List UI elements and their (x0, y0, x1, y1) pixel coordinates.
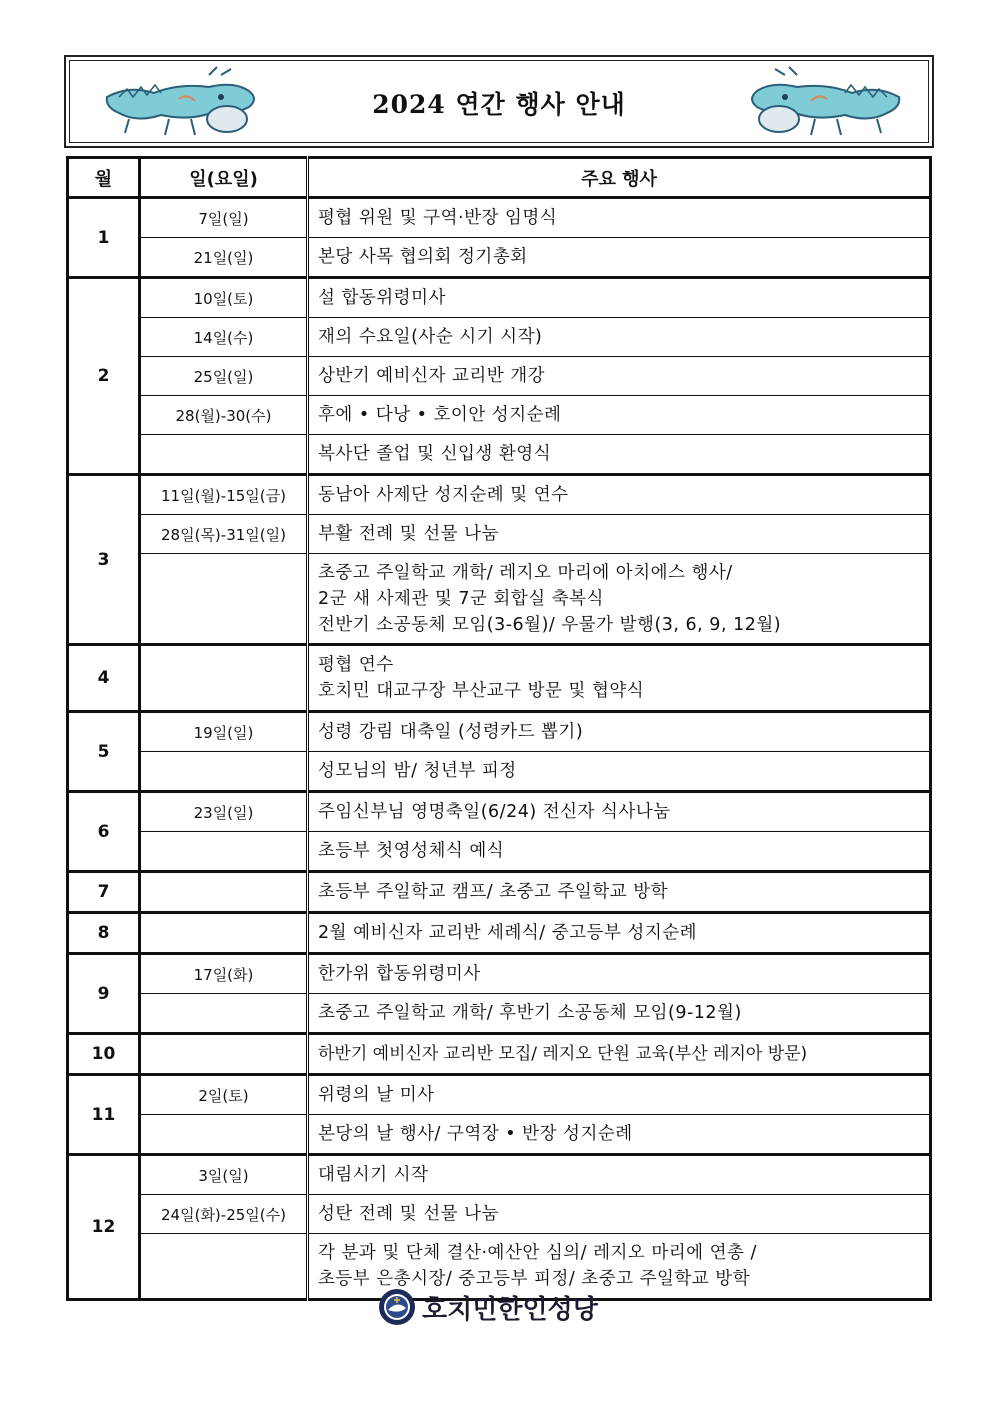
parish-name: 호치민한인성당 (422, 1294, 598, 1325)
month-cell: 12 (68, 1155, 140, 1300)
month-cell: 5 (68, 712, 140, 792)
month-cell: 9 (68, 954, 140, 1034)
event-cell: 성모님의 밤/ 청년부 피정 (308, 752, 931, 792)
date-cell: 11일(월)-15일(금) (140, 475, 308, 515)
event-cell: 하반기 예비신자 교리반 모집/ 레지오 단원 교육(부산 레지아 방문) (308, 1034, 931, 1075)
event-line: 2군 새 사제관 및 7군 회합실 축복식 (318, 588, 604, 609)
date-cell: 24일(화)-25일(수) (140, 1195, 308, 1234)
month-cell: 11 (68, 1075, 140, 1155)
event-cell: 복사단 졸업 및 신입생 환영식 (308, 435, 931, 475)
parish-footer (378, 1287, 598, 1327)
header-date: 일(요일) (140, 158, 308, 198)
event-line: 각 분과 및 단체 결산·예산안 심의/ 레지오 마리에 연총 / (318, 1243, 757, 1263)
event-cell: 상반기 예비신자 교리반 개강 (308, 357, 931, 396)
date-cell (140, 913, 308, 954)
blue-dragon-icon (742, 63, 907, 141)
date-cell (140, 1034, 308, 1075)
table-row (68, 515, 931, 554)
date-cell (140, 872, 308, 913)
date-cell (140, 752, 308, 792)
month-cell: 10 (68, 1034, 140, 1075)
table-row (68, 1155, 931, 1195)
event-line: 평협 연수 (318, 655, 394, 675)
date-cell (140, 1234, 308, 1300)
date-cell: 25일(일) (140, 357, 308, 396)
table-row (68, 1075, 931, 1115)
month-cell: 4 (68, 645, 140, 712)
table-row (68, 832, 931, 872)
table-row (68, 238, 931, 278)
event-cell: 주임신부님 영명축일(6/24) 전신자 식사나눔 (308, 792, 931, 832)
event-cell: 본당의 날 행사/ 구역장 • 반장 성지순례 (308, 1115, 931, 1155)
table-row (68, 872, 931, 913)
month-cell: 2 (68, 278, 140, 475)
parish-seal-icon (378, 1288, 416, 1326)
table-row (68, 278, 931, 318)
date-cell (140, 994, 308, 1034)
table-row (68, 792, 931, 832)
table-row (68, 994, 931, 1034)
table-row (68, 645, 931, 712)
date-cell: 28(월)-30(수) (140, 396, 308, 435)
date-cell: 28일(목)-31일(일) (140, 515, 308, 554)
table-row (68, 318, 931, 357)
table-row (68, 357, 931, 396)
event-line: 초등부 은총시장/ 중고등부 피정/ 초중고 주일학교 방학 (318, 1269, 751, 1289)
events-table (66, 156, 932, 1301)
date-cell (140, 554, 308, 645)
table-row (68, 712, 931, 752)
event-cell: 동남아 사제단 성지순례 및 연수 (308, 475, 931, 515)
month-cell: 1 (68, 198, 140, 278)
date-cell: 3일(일) (140, 1155, 308, 1195)
table-row (68, 475, 931, 515)
date-cell: 10일(토) (140, 278, 308, 318)
table-row (68, 554, 931, 645)
header-month: 월 (68, 158, 140, 198)
table-row (68, 396, 931, 435)
event-cell: 대림시기 시작 (308, 1155, 931, 1195)
date-cell: 19일(일) (140, 712, 308, 752)
event-cell: 성령 강림 대축일 (성령카드 뽑기) (308, 712, 931, 752)
event-line: 초중고 주일학교 개학/ 레지오 마리에 아치에스 행사/ (318, 562, 733, 583)
table-row (68, 954, 931, 994)
event-cell: 성탄 전례 및 선물 나눔 (308, 1195, 931, 1234)
event-cell: 2월 예비신자 교리반 세례식/ 중고등부 성지순례 (308, 913, 931, 954)
date-cell: 17일(화) (140, 954, 308, 994)
date-cell (140, 645, 308, 712)
table-row (68, 1034, 931, 1075)
event-cell: 부활 전례 및 선물 나눔 (308, 515, 931, 554)
event-cell (308, 554, 931, 645)
event-line: 전반기 소공동체 모임(3-6월)/ 우물가 발행(3, 6, 9, 12월) (318, 614, 782, 635)
date-cell: 7일(일) (140, 198, 308, 238)
event-cell: 평협 위원 및 구역·반장 임명식 (308, 198, 931, 238)
page-title: 2024 연간 행사 안내 (372, 90, 626, 119)
event-line: 호치민 대교구장 부산교구 방문 및 협약식 (318, 681, 645, 701)
table-row (68, 913, 931, 954)
header-events: 주요 행사 (308, 158, 931, 198)
date-cell: 23일(일) (140, 792, 308, 832)
month-cell: 7 (68, 872, 140, 913)
table-row (68, 1115, 931, 1155)
table-row (68, 198, 931, 238)
event-cell: 초등부 주일학교 캠프/ 초중고 주일학교 방학 (308, 872, 931, 913)
month-cell: 8 (68, 913, 140, 954)
month-cell: 3 (68, 475, 140, 645)
table-header-row (68, 158, 931, 198)
date-cell (140, 1115, 308, 1155)
event-cell: 재의 수요일(사순 시기 시작) (308, 318, 931, 357)
date-cell (140, 435, 308, 475)
event-cell (308, 645, 931, 712)
date-cell: 21일(일) (140, 238, 308, 278)
event-cell: 설 합동위령미사 (308, 278, 931, 318)
date-cell: 14일(수) (140, 318, 308, 357)
event-cell: 후에 • 다낭 • 호이안 성지순례 (308, 396, 931, 435)
event-cell: 위령의 날 미사 (308, 1075, 931, 1115)
event-cell: 초등부 첫영성체식 예식 (308, 832, 931, 872)
date-cell: 2일(토) (140, 1075, 308, 1115)
month-cell: 6 (68, 792, 140, 872)
date-cell (140, 832, 308, 872)
title-banner (64, 55, 934, 148)
event-cell: 한가위 합동위령미사 (308, 954, 931, 994)
table-row (68, 752, 931, 792)
event-cell: 본당 사목 협의회 정기총회 (308, 238, 931, 278)
table-row (68, 1195, 931, 1234)
event-cell: 초중고 주일학교 개학/ 후반기 소공동체 모임(9-12월) (308, 994, 931, 1034)
table-row (68, 435, 931, 475)
